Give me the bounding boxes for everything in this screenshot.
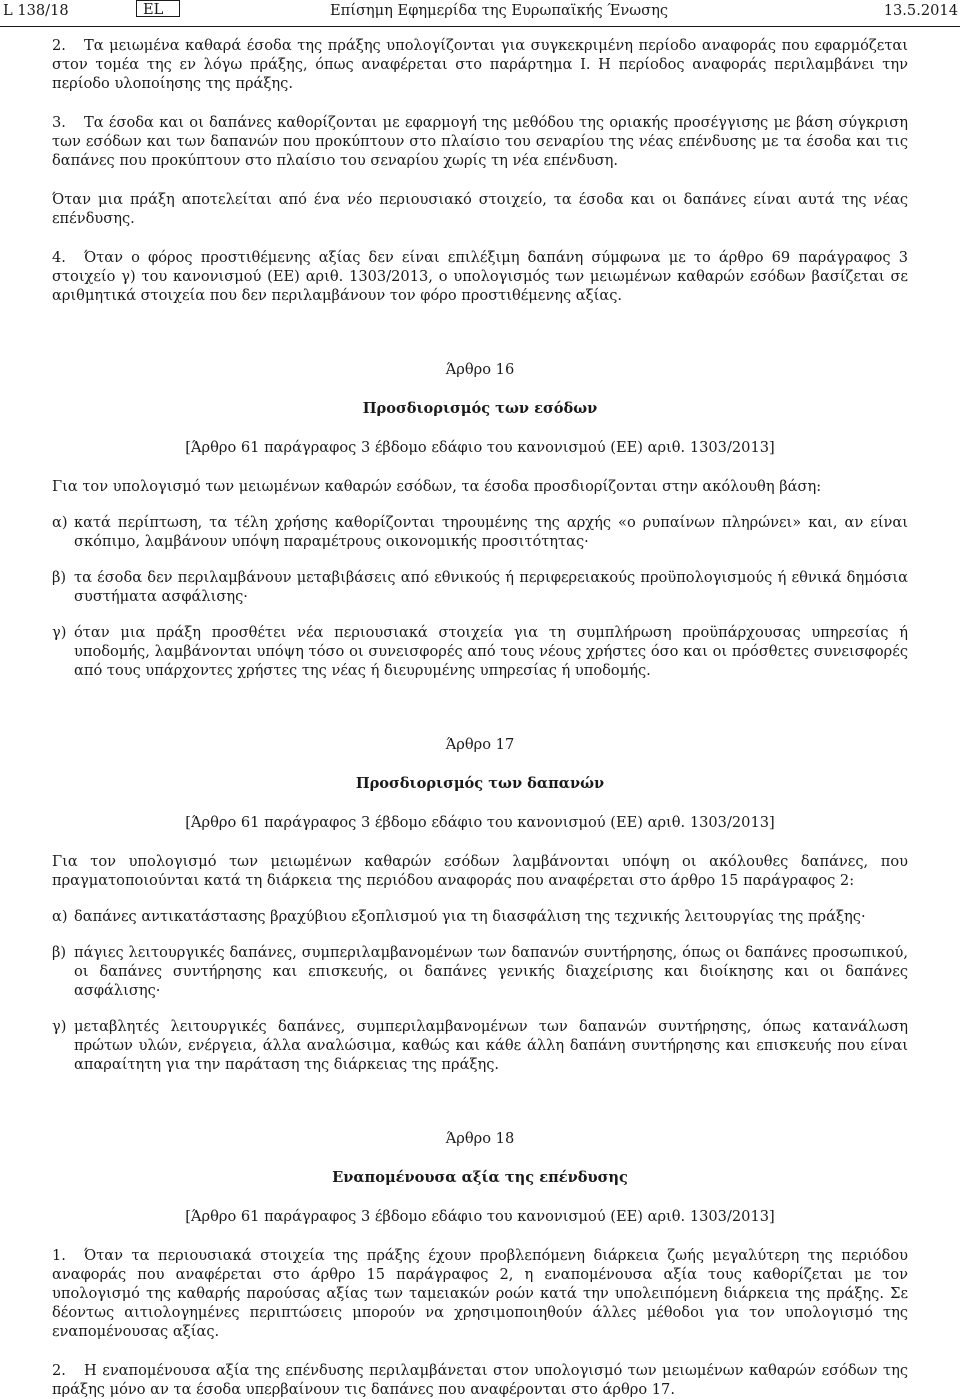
list-item bbox=[52, 513, 908, 551]
paragraph bbox=[52, 190, 908, 228]
article-reference: [Άρθρο 61 παράγραφος 3 έβδομο εδάφιο του κανονισμού (ΕΕ) αριθ. 1303/2013] bbox=[185, 1208, 775, 1225]
list-item bbox=[52, 943, 908, 1000]
document-body bbox=[52, 36, 908, 1399]
article-lead: Για τον υπολογισμό των μειωμένων καθαρών εσόδων λαμβάνονται υπόψη οι ακόλουθες δαπάνες, που πραγματοποιούνται κατά τη διάρκεια της περιόδου αναφοράς που αναφέρεται στο άρθρο 15 παράγραφος 2: bbox=[52, 853, 908, 889]
article-title: Εναπομένουσα αξία της επένδυσης bbox=[332, 1169, 628, 1186]
paragraph-text: Όταν μια πράξη αποτελείται από ένα νέο περιουσιακό στοιχείο, τα έσοδα και οι δαπάνες είναι αυτά της νέας επένδυσης. bbox=[52, 191, 908, 227]
article-number: Άρθρο 18 bbox=[445, 1130, 515, 1147]
paragraph-number: 4. bbox=[52, 249, 66, 266]
item-label: α) bbox=[52, 514, 68, 531]
article-title: Προσδιορισμός των δαπανών bbox=[355, 775, 605, 792]
article-title: Προσδιορισμός των εσόδων bbox=[362, 400, 598, 417]
list-item bbox=[52, 568, 908, 606]
paragraph bbox=[52, 248, 908, 305]
item-label: α) bbox=[52, 908, 68, 925]
language-box: EL bbox=[136, 0, 180, 17]
item-text: πάγιες λειτουργικές δαπάνες, συμπεριλαμβανομένων των δαπανών συντήρησης, όπως οι δαπάνες προσωπικού, οι δαπάνες συντήρησης και επισκευής, οι δαπάνες γενικής διαχείρισης και διοίκησης και οι δαπάνες ασφάλισης· bbox=[74, 944, 908, 999]
publication-date: 13.5.2014 bbox=[883, 2, 958, 19]
item-label: β) bbox=[52, 569, 67, 586]
article-reference: [Άρθρο 61 παράγραφος 3 έβδομο εδάφιο του κανονισμού (ΕΕ) αριθ. 1303/2013] bbox=[185, 814, 775, 831]
item-label: γ) bbox=[52, 624, 67, 641]
paragraph-number: 2. bbox=[52, 37, 66, 54]
list-item bbox=[52, 623, 908, 680]
page-header bbox=[0, 0, 960, 27]
item-text: δαπάνες αντικατάστασης βραχύβιου εξοπλισμού για τη διασφάλιση της τεχνικής λειτουργίας της πράξης· bbox=[74, 908, 866, 925]
article-number: Άρθρο 17 bbox=[445, 736, 515, 753]
list-item bbox=[52, 1017, 908, 1074]
paragraph-text: Η εναπομένουσα αξία της επένδυσης περιλαμβάνεται στον υπολογισμό των μειωμένων καθαρών εσόδων της πράξης μόνο αν τα έσοδα υπερβαίνουν τις δαπάνες που αναφέρονται στο άρθρο 17. bbox=[52, 1362, 908, 1398]
paragraph-number: 3. bbox=[52, 114, 66, 131]
journal-title: Επίσημη Εφημερίδα της Ευρωπαϊκής Ένωσης bbox=[330, 2, 669, 19]
article-lead: Για τον υπολογισμό των μειωμένων καθαρών εσόδων, τα έσοδα προσδιορίζονται στην ακόλουθη βάση: bbox=[52, 478, 822, 495]
paragraph-text: Τα έσοδα και οι δαπάνες καθορίζονται με εφαρμογή της μεθόδου της οριακής προσέγγισης με βάση σύγκριση των εσόδων και των δαπανών που προκύπτουν στο πλαίσιο του σεναρίου της νέας επένδυσης με τα έσοδα και τις δαπάνες που προκύπτουν στο πλαίσιο του σεναρίου χωρίς τη νέα επένδυση. bbox=[52, 114, 908, 169]
paragraph bbox=[52, 113, 908, 170]
paragraph-number: 2. bbox=[52, 1362, 66, 1379]
item-text: όταν μια πράξη προσθέτει νέα περιουσιακά στοιχεία για τη συμπλήρωση προϋπάρχουσας υπηρεσίας ή υποδομής, λαμβάνονται υπόψη τόσο οι συνεισφορές από τους νέους χρήστες όσο και οι πρόσθετες συνεισφορές από τους υπάρχοντες χρήστες της νέας ή διευρυμένης υπηρεσίας ή υποδομής. bbox=[74, 624, 908, 679]
article-18 bbox=[52, 1129, 908, 1399]
paragraph bbox=[52, 1361, 908, 1399]
paragraph bbox=[52, 1246, 908, 1341]
list-item bbox=[52, 907, 908, 926]
item-label: β) bbox=[52, 944, 67, 961]
item-text: μεταβλητές λειτουργικές δαπάνες, συμπεριλαμβανομένων των δαπανών συντήρησης, όπως κατανάλωση πρώτων υλών, ενέργεια, άλλα αναλώσιμα, καθώς και κάθε άλλη δαπάνη συντήρησης και επισκευής που είναι απαραίτητη για την παράταση της διάρκειας της πράξης. bbox=[74, 1018, 908, 1073]
page-reference: L 138/18 bbox=[3, 2, 69, 19]
article-number: Άρθρο 16 bbox=[445, 361, 515, 378]
paragraph-text: Τα μειωμένα καθαρά έσοδα της πράξης υπολογίζονται για συγκεκριμένη περίοδο αναφοράς που εφαρμόζεται στον τομέα της εν λόγω πράξης, όπως αναφέρεται στο παράρτημα I. Η περίοδος αναφοράς περιλαμβάνει την περίοδο υλοποίησης της πράξης. bbox=[52, 37, 908, 92]
article-reference: [Άρθρο 61 παράγραφος 3 έβδομο εδάφιο του κανονισμού (ΕΕ) αριθ. 1303/2013] bbox=[185, 439, 775, 456]
paragraph bbox=[52, 36, 908, 93]
item-label: γ) bbox=[52, 1018, 67, 1035]
item-text: κατά περίπτωση, τα τέλη χρήσης καθορίζονται τηρουμένης της αρχής «ο ρυπαίνων πληρώνει» και, αν είναι σκόπιμο, λαμβάνουν υπόψη παραμέτρους οικονομικής προσιτότητας· bbox=[74, 514, 908, 550]
paragraph-number: 1. bbox=[52, 1247, 66, 1264]
item-text: τα έσοδα δεν περιλαμβάνουν μεταβιβάσεις από εθνικούς ή περιφερειακούς προϋπολογισμούς ή εθνικά δημόσια συστήματα ασφάλισης· bbox=[74, 569, 908, 605]
article-16 bbox=[52, 360, 908, 680]
article-17 bbox=[52, 735, 908, 1074]
paragraph-text: Όταν ο φόρος προστιθέμενης αξίας δεν είναι επιλέξιμη δαπάνη σύμφωνα με το άρθρο 69 παράγραφος 3 στοιχείο γ) του κανονισμού (ΕΕ) αριθ. 1303/2013, ο υπολογισμός των μειωμένων καθαρών εσόδων βασίζεται σε αριθμητικά στοιχεία που δεν περιλαμβάνουν τον φόρο προστιθέμενης αξίας. bbox=[52, 249, 908, 304]
paragraph-text: Όταν τα περιουσιακά στοιχεία της πράξης έχουν προβλεπόμενη διάρκεια ζωής μεγαλύτερη της περιόδου αναφοράς που αναφέρεται στο άρθρο 15 παράγραφος 2, η εναπομένουσα αξία τους καθορίζεται με τον υπολογισμό της καθαρής παρούσας αξίας των ταμειακών ροών κατά την υπολειπόμενη διάρκεια της πράξης. Σε δέοντως αιτιολογημένες περιπτώσεις μπορούν να χρησιμοποιηθούν άλλες μέθοδοι για τον υπολογισμό της εναπομένουσας αξίας. bbox=[52, 1247, 908, 1340]
